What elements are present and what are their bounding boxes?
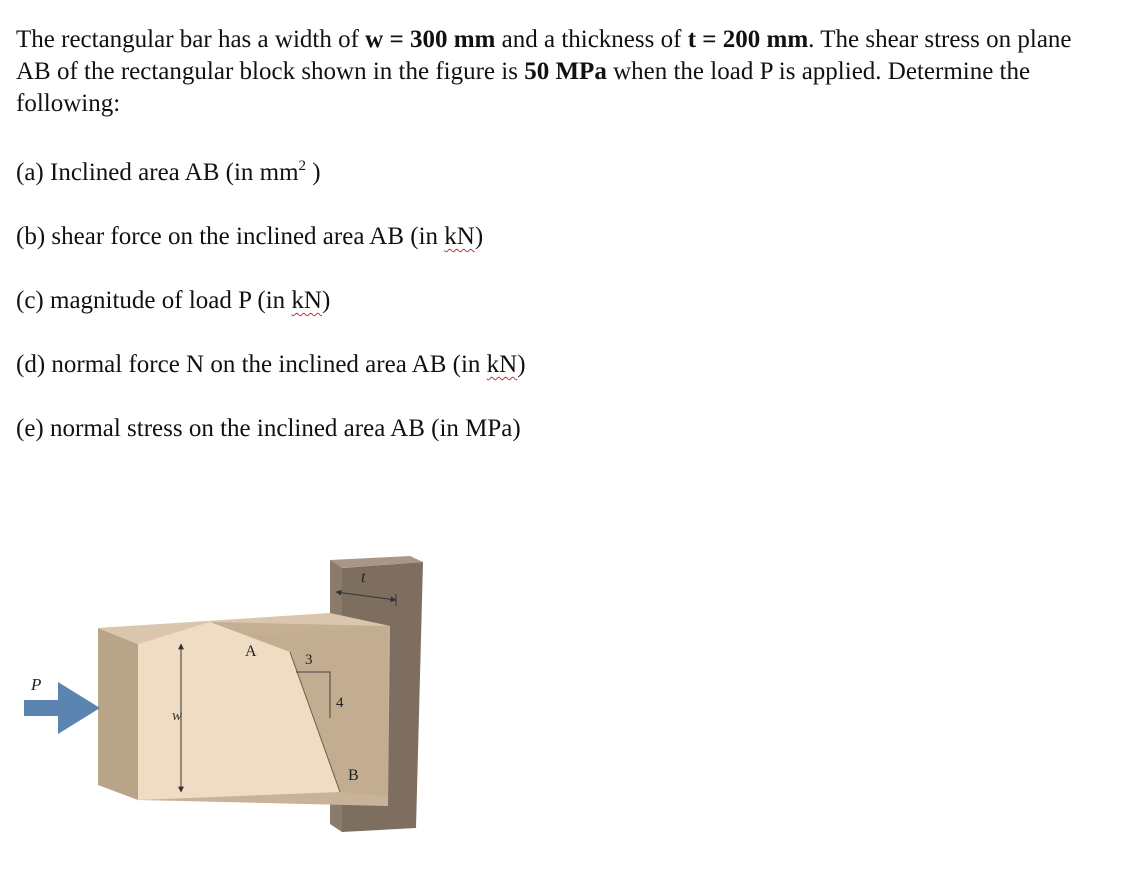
- question-d: [16, 350, 526, 380]
- question-b: [16, 222, 483, 252]
- question-e: [16, 414, 521, 444]
- question-d-unit: kN: [486, 351, 518, 378]
- slope-label-4: 4: [336, 695, 344, 711]
- problem-text-3: . The shear stress on plane AB of the rectangular block shown in the figure is: [16, 26, 1072, 85]
- problem-text-4: when the load P is applied. Determine the following:: [16, 58, 1031, 117]
- question-a-superscript: 2: [298, 158, 307, 174]
- label-w: w: [172, 708, 183, 724]
- problem-text-2: and a thickness of: [495, 26, 688, 53]
- label-b: B: [348, 767, 359, 784]
- block-figure: [0, 540, 460, 840]
- question-d-text: (d) normal force N on the inclined area AB (in: [16, 351, 487, 378]
- question-c-close: ): [321, 287, 331, 314]
- problem-text-1: The rectangular bar has a width of: [16, 26, 366, 53]
- question-b-text: (b) shear force on the inclined area AB (in: [16, 223, 445, 250]
- label-a: A: [245, 643, 257, 660]
- question-c-unit: kN: [291, 287, 322, 314]
- problem-statement: [16, 24, 1096, 120]
- thickness-value: t = 200 mm: [687, 26, 809, 53]
- width-value: w = 300 mm: [365, 26, 496, 53]
- question-a-close: ): [306, 159, 321, 186]
- shear-stress-value: 50 MPa: [524, 58, 607, 85]
- question-d-close: ): [517, 351, 526, 378]
- label-p: P: [31, 675, 42, 694]
- question-c-text: (c) magnitude of load P (in: [16, 287, 292, 314]
- question-a-text: (a) Inclined area AB (in mm: [16, 159, 299, 186]
- block-left-face: [98, 628, 138, 800]
- question-b-unit: kN: [444, 223, 475, 250]
- question-a: [16, 158, 321, 188]
- slope-label-3: 3: [305, 652, 313, 668]
- label-t: t: [361, 569, 366, 586]
- question-e-text: (e) normal stress on the inclined area AB (in MPa): [16, 415, 521, 442]
- question-c: [16, 286, 330, 316]
- question-b-close: ): [474, 223, 484, 250]
